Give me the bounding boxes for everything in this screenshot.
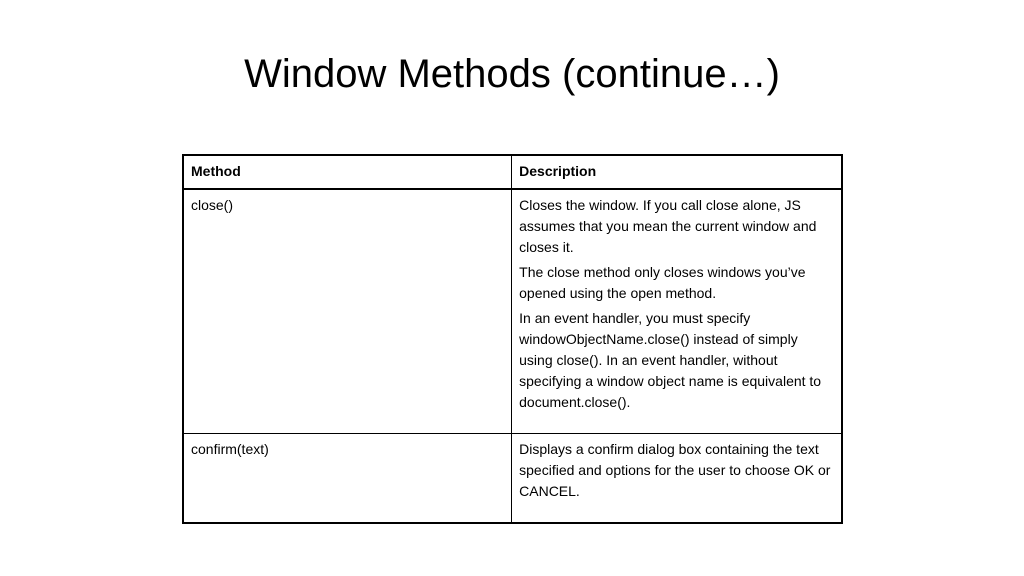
header-description: Description bbox=[512, 155, 842, 189]
description-paragraph: The close method only closes windows you’ve opened using the open method. bbox=[519, 264, 806, 301]
header-method: Method bbox=[183, 155, 512, 189]
description-paragraph: Displays a confirm dialog box containing the text specified and options for the user to choose OK or CANCEL. bbox=[519, 441, 831, 499]
table-row bbox=[183, 434, 842, 524]
slide-title: Window Methods (continue…) bbox=[244, 52, 780, 96]
table-header-row bbox=[183, 155, 842, 189]
method-cell: confirm(text) bbox=[183, 434, 512, 524]
description-cell bbox=[512, 189, 842, 434]
methods-table bbox=[182, 154, 843, 524]
method-cell: close() bbox=[183, 189, 512, 434]
description-cell bbox=[512, 434, 842, 524]
description-paragraph: In an event handler, you must specify windowObjectName.close() instead of simply using close(). In an event handler, without specifying a window object name is equivalent to document.close(). bbox=[519, 310, 822, 410]
table-row bbox=[183, 189, 842, 434]
description-paragraph: Closes the window. If you call close alone, JS assumes that you mean the current window and closes it. bbox=[519, 197, 817, 255]
